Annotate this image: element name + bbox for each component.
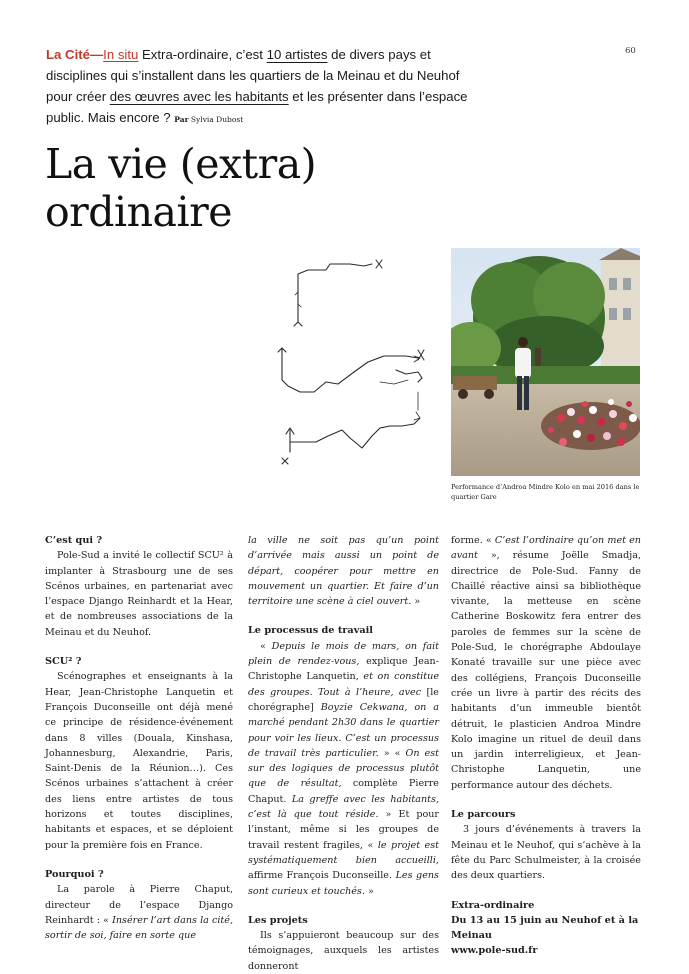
paragraph-why-end: » — [411, 596, 421, 608]
text-run: [le chorégraphe] — [248, 686, 439, 713]
title-line-1: La vie (extra) — [45, 140, 317, 188]
route-sketch — [268, 252, 444, 470]
quote-run: La greffe avec les habitants, c’est là que tout réside. — [248, 793, 440, 821]
text-run: », résume Joëlle Smadja, directrice de Pole-Sud. Fanny de Chaillé réactive ainsi sa bibliothèque vivante, la metteuse en scène Catherine Boskowitz fera entrer des paroles de femmes sur la scène de Pole-Sud, le chorégraphe Abdoulaye Konaté travaille sur une pièce avec des collégiens, François Duconseille crée un livre à partir des récits des habitants d’un immeuble bientôt détruit, le plasticien Androa Mindre Kolo imagine un rituel de deuil dans un jardin interreligieux, et Jean-Christophe Lanquetin, une performance autour des déchets. — [451, 550, 641, 791]
info-event-dates: Du 13 au 15 juin au Neuhof et à la Meinau — [451, 914, 639, 942]
subheading-projects: Les projets — [248, 914, 308, 926]
rubric-dash: — — [89, 47, 104, 62]
byline-author: Sylvia Dubost — [188, 115, 244, 124]
text-run: « — [260, 640, 272, 652]
paragraph-why — [45, 882, 233, 943]
quote-run: le projet est systématiquement bien accueilli, — [248, 839, 440, 866]
quote-run: On est sur des logiques de processus plutôt que de résultat, — [248, 747, 439, 790]
subheading-why: Pourquoi ? — [45, 868, 104, 880]
quote-run: Depuis le mois de mars, on fait plein de rendez-vous, — [248, 640, 439, 668]
page-number: 60 — [625, 46, 636, 56]
text-run: » — [364, 885, 374, 897]
quote-run: Les gens sont curieux et touchés. — [248, 870, 439, 897]
info-event-name: Extra-ordinaire — [451, 899, 535, 911]
intro-text-b: de divers pays et disciplines qui s’installent dans les quartiers de la Meinau et du Neuhof pour créer — [46, 47, 460, 104]
paragraph-route: 3 jours d’événements à travers la Meinau et le Neuhof, qui s’achève à la fête du Parc Schulmeister, à la croisée des deux quartiers. — [451, 824, 641, 882]
body-column-1 — [45, 533, 233, 943]
title-line-2: ordinaire — [45, 188, 232, 236]
subheading-process: Le processus de travail — [248, 625, 373, 637]
paragraph-scu: Scénographes et enseignants à la Hear, Jean-Christophe Lanquetin et François Duconseille ont déjà mené ce principe de résidence-événement dans 8 villes (Douala, Kinshasa, Johannesburg, Alexandrie, Paris, Saint-Denis de la Réunion…). Ces Scénos urbaines s’attachent à créer des liens entre artistes de tous horizons et toutes disciplines, habitants et espaces, et se déploient pour la première fois en France. — [45, 671, 233, 851]
quote-run: et on constitue des groupes. Tout à l’heure, avec — [248, 671, 439, 698]
text-run: affirme François Duconseille. — [248, 870, 396, 882]
performance-photo — [451, 248, 640, 476]
paragraph-why-cont — [248, 533, 439, 609]
intro-text-a: Extra-ordinaire, c’est — [138, 47, 267, 62]
text-run: » « — [378, 747, 406, 759]
byline-prefix: Par — [174, 115, 189, 124]
body-column-2 — [248, 533, 439, 974]
subheading-scu: SCU² ? — [45, 656, 82, 668]
section-rubric: La Cité — [46, 47, 90, 62]
body-column-3 — [451, 533, 641, 959]
paragraph-projects-cont — [451, 533, 641, 793]
text-run: » Et pour l’instant, même si les groupes de travail restent fragiles, « — [248, 809, 439, 851]
paragraph-process — [248, 639, 439, 899]
info-event-website: www.pole-sud.fr — [451, 945, 538, 957]
intro-text-c: et les présenter dans l’espace public. Mais encore ? — [46, 89, 468, 125]
paragraph-who: Pole-Sud a invité le collectif SCU² à implanter à Strasbourg une de ses Scénos urbaines, en partenariat avec l’espace Django Reinhardt et la Hear, et de nombreuses associations de la Meinau et du Neuhof. — [45, 550, 233, 638]
byline — [174, 115, 243, 124]
standfirst — [46, 44, 476, 130]
paragraph-projects: Ils s’appuieront beaucoup sur des témoignages, auxquels les artistes donneront — [248, 930, 439, 972]
subheading-who: C’est qui ? — [45, 535, 103, 546]
intro-highlight-works: des œuvres avec les habitants — [109, 89, 289, 104]
paragraph-why-a: La parole à Pierre Chaput, directeur de l’espace Django Reinhardt : « — [45, 884, 233, 926]
text-run: forme. « — [451, 535, 495, 546]
text-run: complète Pierre Chaput. — [248, 778, 439, 805]
article-title — [45, 140, 445, 236]
quote-run: C’est l’ordinaire qu’on met en avant — [451, 535, 641, 562]
photo-caption: Performance d’Androa Mindre Kolo en mai 2016 dans le quartier Gare — [451, 483, 640, 501]
subheading-route: Le parcours — [451, 809, 516, 821]
section-subrubric: In situ — [103, 47, 139, 62]
text-run: explique Jean-Christophe Lanquetin, — [248, 656, 439, 683]
quote-run: Boyzie Cekwana, on a marché pendant 2h30 dans le quartier pour voir les lieux. C’est un processus de travail très particulier. — [248, 701, 439, 759]
paragraph-why-quote-cont: la ville ne soit pas qu’un point d’arrivée mais aussi un point de départ, coopérer pour mettre en mouvement un quartier. Et faire d’un territoire une scène à ciel ouvert. — [248, 535, 439, 608]
paragraph-why-quote: Insérer l’art dans la cité, sortir de soi, faire en sorte que — [45, 914, 233, 942]
intro-highlight-artists: 10 artistes — [266, 47, 328, 62]
